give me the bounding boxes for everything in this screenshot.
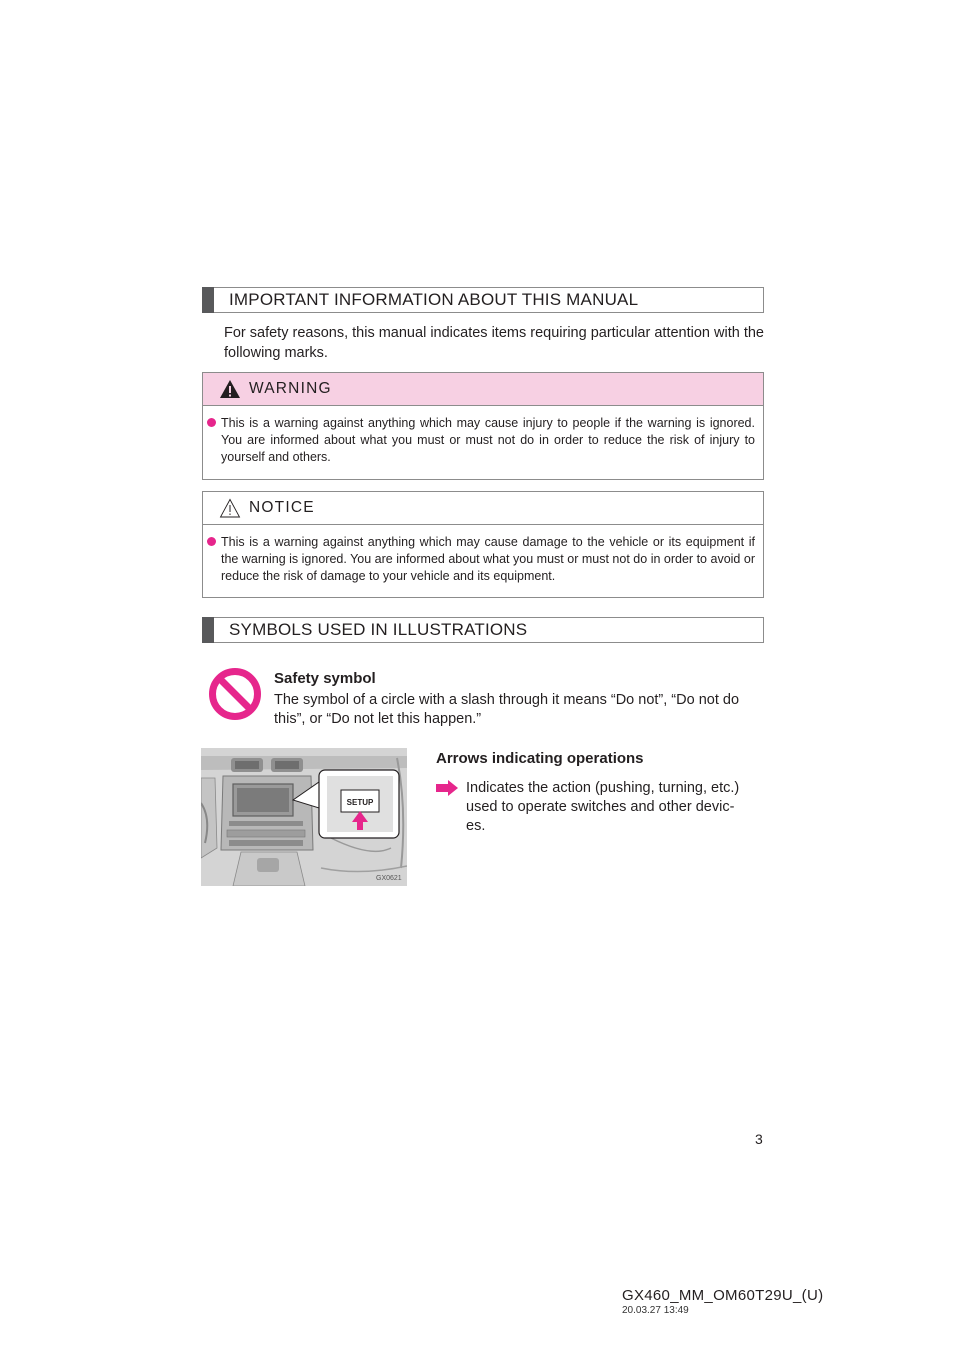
prohibition-icon (208, 667, 262, 721)
warning-label: WARNING (249, 380, 332, 397)
section-header-symbols (202, 617, 764, 643)
operation-arrow-icon (436, 780, 458, 796)
arrows-text: Indicates the action (pushing, turning, etc.) used to operate switches and other devic- es. (466, 780, 740, 834)
intro-paragraph: For safety reasons, this manual indicates items requiring particular attention with the following marks. (224, 325, 764, 361)
warning-body (203, 406, 763, 476)
illustration-code: GX0621 (376, 875, 402, 882)
bullet-icon (207, 537, 216, 546)
notice-text: This is a warning against anything which may cause damage to the vehicle or its equipment if the warning is ignored. You are informed about what you must or must not do in order to avoid or reduce the risk of damage to your vehicle and its equipment. (221, 535, 755, 583)
section-header-important-info (202, 287, 764, 313)
warning-triangle-icon (219, 379, 241, 399)
safety-symbol-text: The symbol of a circle with a slash through it means “Do not”, “Do not do this”, or “Do not let this happen.” (274, 692, 740, 727)
document-timestamp: 20.03.27 13:49 (622, 1305, 689, 1316)
document-code: GX460_MM_OM60T29U_(U) (622, 1287, 824, 1304)
notice-header (203, 492, 763, 525)
notice-body (203, 525, 763, 595)
arrows-title: Arrows indicating operations (436, 750, 644, 767)
section-title: IMPORTANT INFORMATION ABOUT THIS MANUAL (229, 290, 639, 309)
notice-triangle-icon (219, 498, 241, 518)
page-number: 3 (755, 1131, 763, 1147)
section-marker (202, 287, 214, 313)
warning-header (203, 373, 763, 406)
dashboard-illustration (201, 748, 407, 886)
warning-text: This is a warning against anything which may cause injury to people if the warning is ignored. You are informed about what you must or must not do in order to reduce the risk of injury to yourself and others. (221, 416, 755, 464)
bullet-icon (207, 418, 216, 427)
notice-box (202, 491, 764, 598)
section-marker (202, 617, 214, 643)
setup-button-label: SETUP (346, 798, 374, 807)
section-title: SYMBOLS USED IN ILLUSTRATIONS (229, 620, 528, 639)
notice-label: NOTICE (249, 499, 315, 516)
safety-symbol-title: Safety symbol (274, 670, 376, 687)
warning-box (202, 372, 764, 480)
